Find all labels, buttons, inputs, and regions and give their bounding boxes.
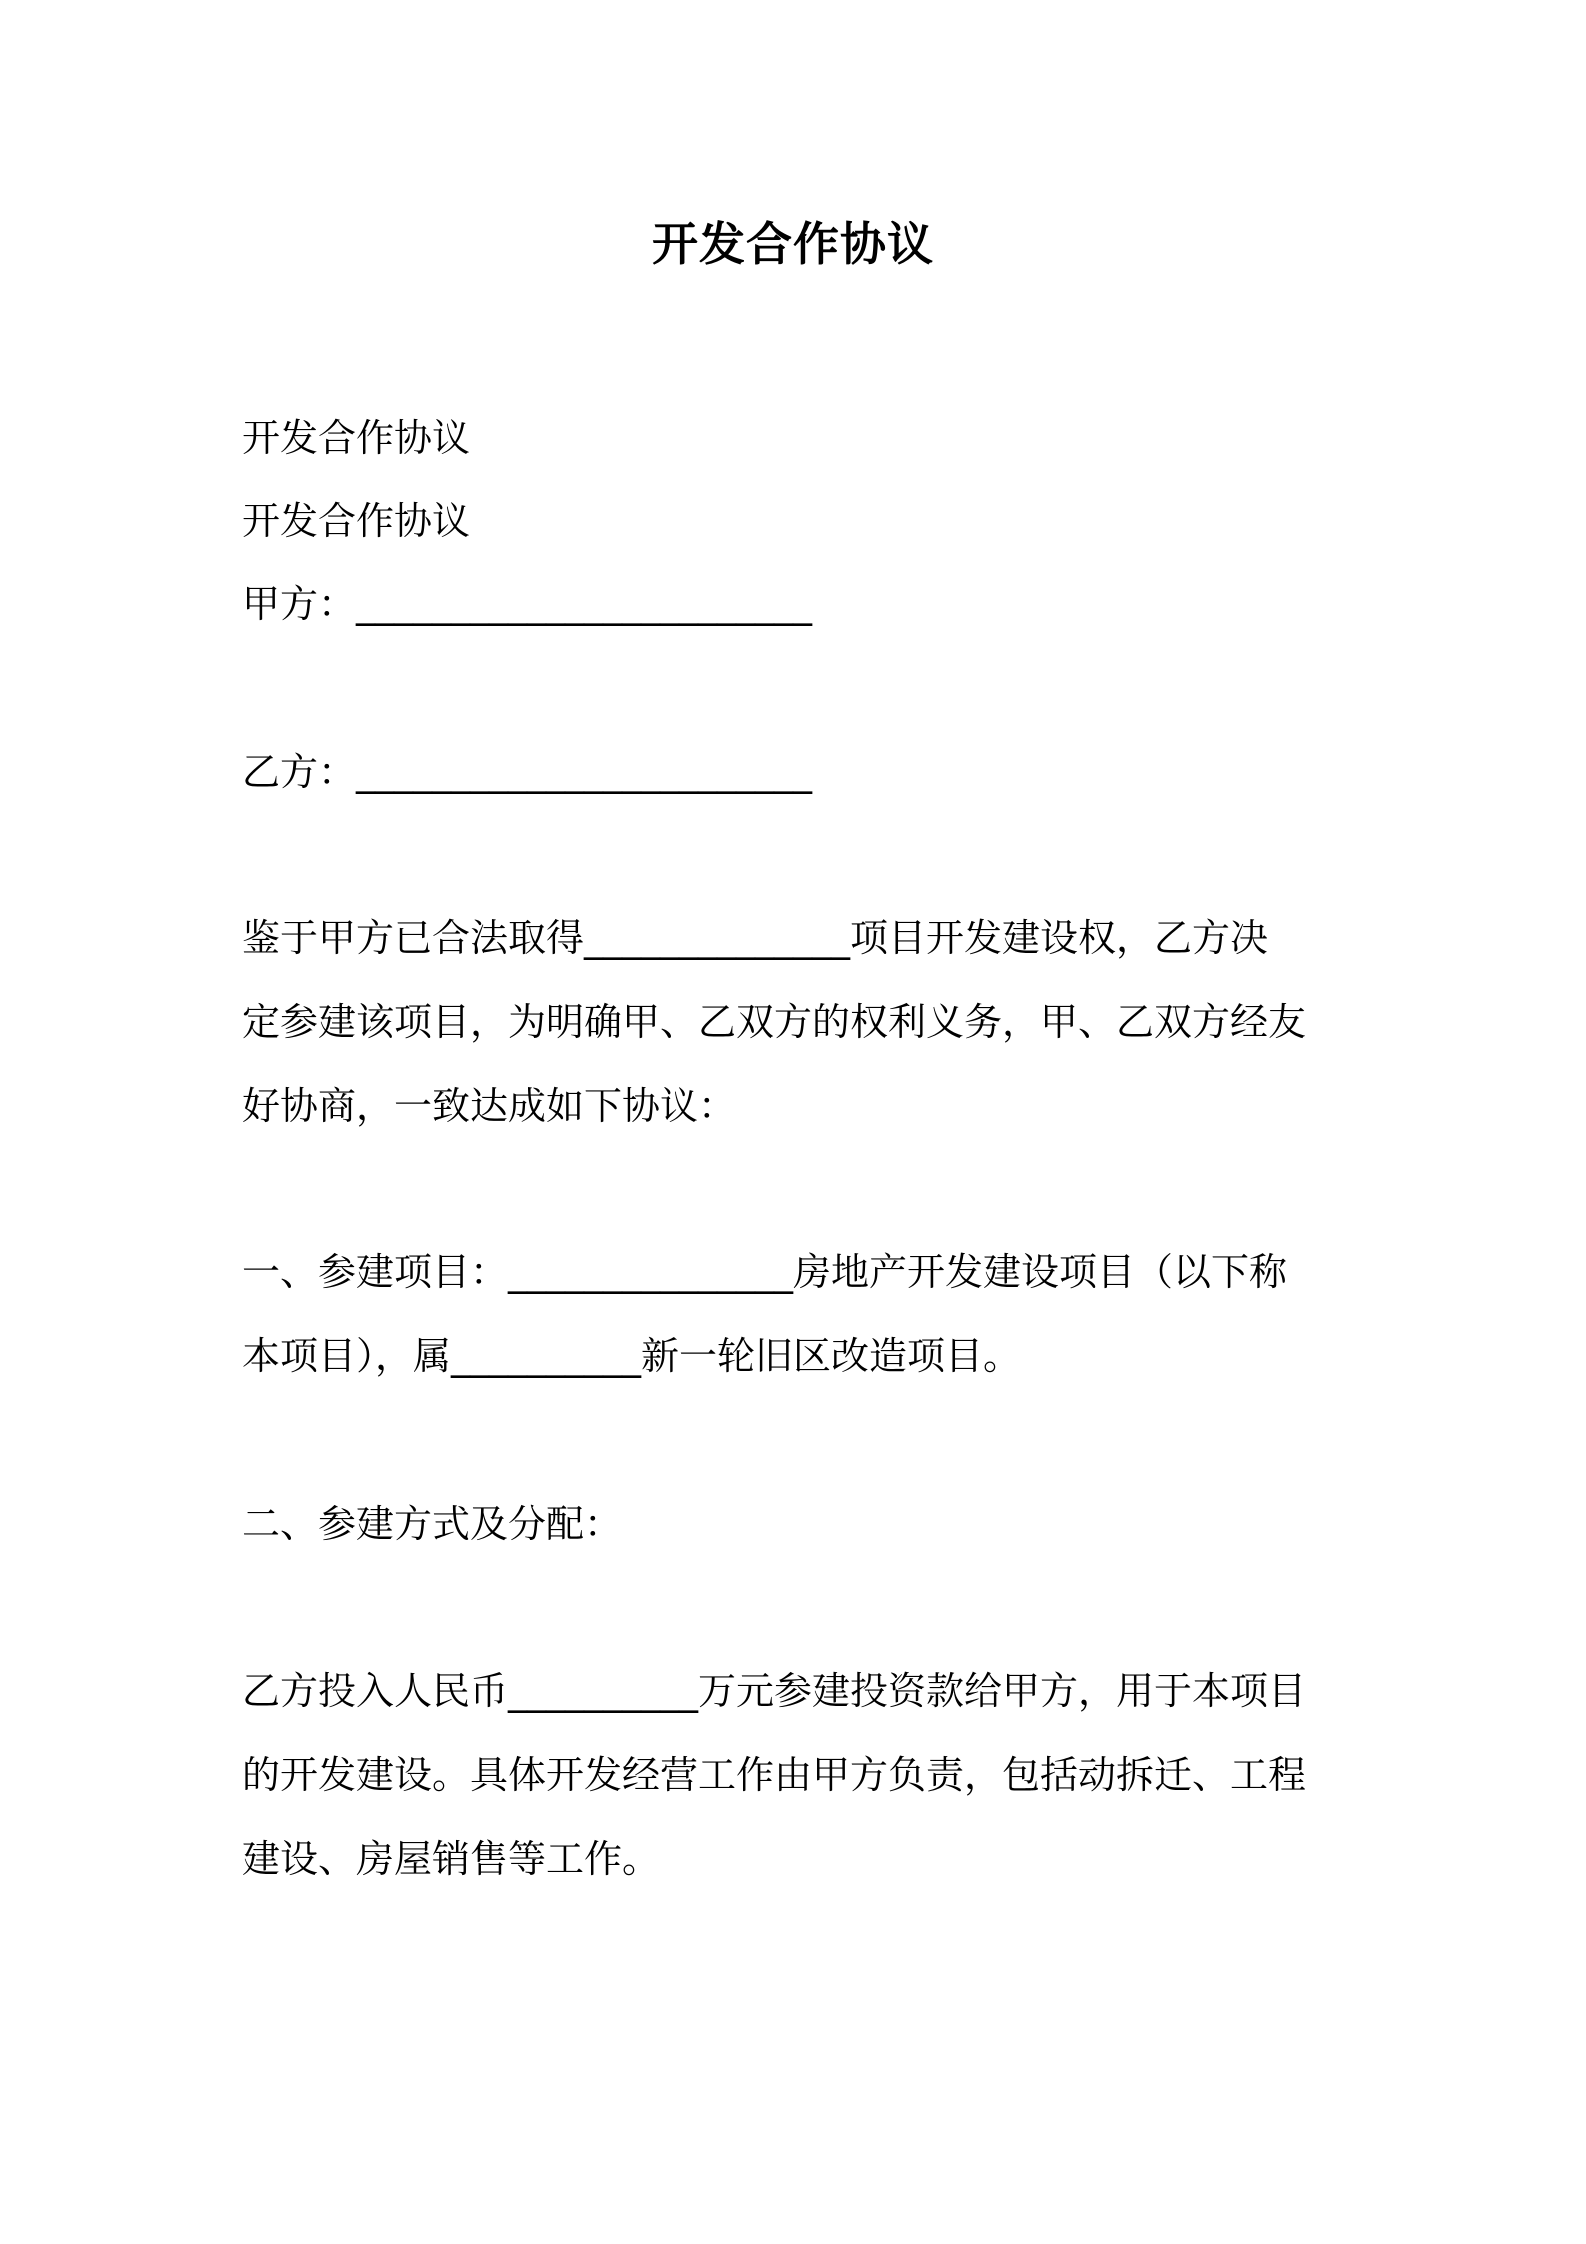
document-title: 开发合作协议 xyxy=(652,217,934,271)
preamble-paragraph: 鉴于甲方已合法取得______________项目开发建设权，乙方决 定参建该项目，为明确甲、乙双方的权利义务，甲、乙双方经友 好协商，一致达成如下协议： xyxy=(242,916,1307,1128)
document-subtitle-2: 开发合作协议 xyxy=(242,499,471,543)
clause-1-paragraph: 一、参建项目：_______________房地产开发建设项目（以下称 本项目），属__________新一轮旧区改造项目。 xyxy=(242,1250,1288,1378)
clause-2-paragraph: 乙方投入人民币__________万元参建投资款给甲方，用于本项目 的开发建设。具体开发经营工作由甲方负责，包括动拆迁、工程 建设、房屋销售等工作。 xyxy=(242,1669,1307,1881)
document-subtitle-1: 开发合作协议 xyxy=(242,416,471,460)
party-a-line: 甲方：________________________ xyxy=(242,582,813,626)
party-b-line: 乙方：________________________ xyxy=(242,750,813,794)
clause-2-heading: 二、参建方式及分配： xyxy=(242,1502,623,1546)
